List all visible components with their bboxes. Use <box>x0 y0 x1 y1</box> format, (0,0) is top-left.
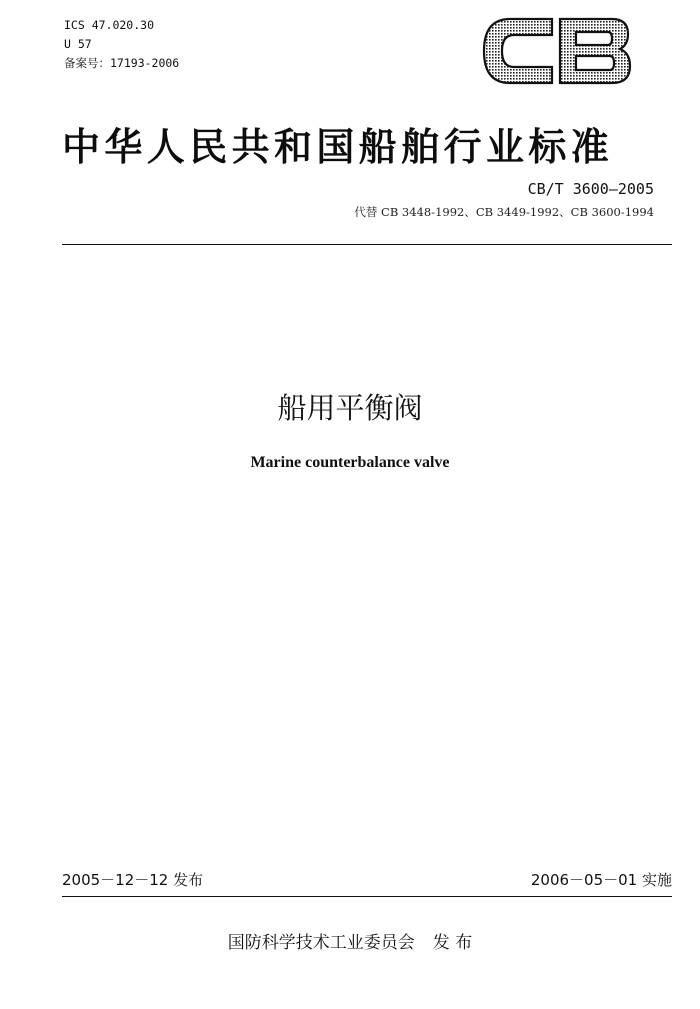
replaces-note: 代替 CB 3448-1992、CB 3449-1992、CB 3600-1994 <box>354 205 654 219</box>
cb-logo <box>480 15 632 87</box>
filing-number: 备案号：17193-2006 <box>64 56 180 70</box>
document-title-chinese: 船用平衡阀 <box>277 391 423 425</box>
classification-code: U 57 <box>64 37 92 51</box>
effective-date: 2006－05－01 实施 <box>530 871 672 889</box>
publish-date: 2005－12－12 发布 <box>62 871 204 889</box>
header-divider <box>62 244 672 245</box>
document-title-english: Marine counterbalance valve <box>250 454 450 471</box>
footer-divider <box>62 896 672 897</box>
classification-codes <box>64 16 179 73</box>
standard-number: CB/T 3600—2005 <box>527 180 654 198</box>
issuer-line <box>0 928 700 953</box>
ics-code: ICS 47.020.30 <box>64 18 155 32</box>
industry-standard-banner: 中华人民共和国船舶行业标准 <box>62 125 614 169</box>
issuer-action: 发 布 <box>432 933 473 953</box>
issuer-name: 国防科学技术工业委员会 <box>227 933 415 953</box>
